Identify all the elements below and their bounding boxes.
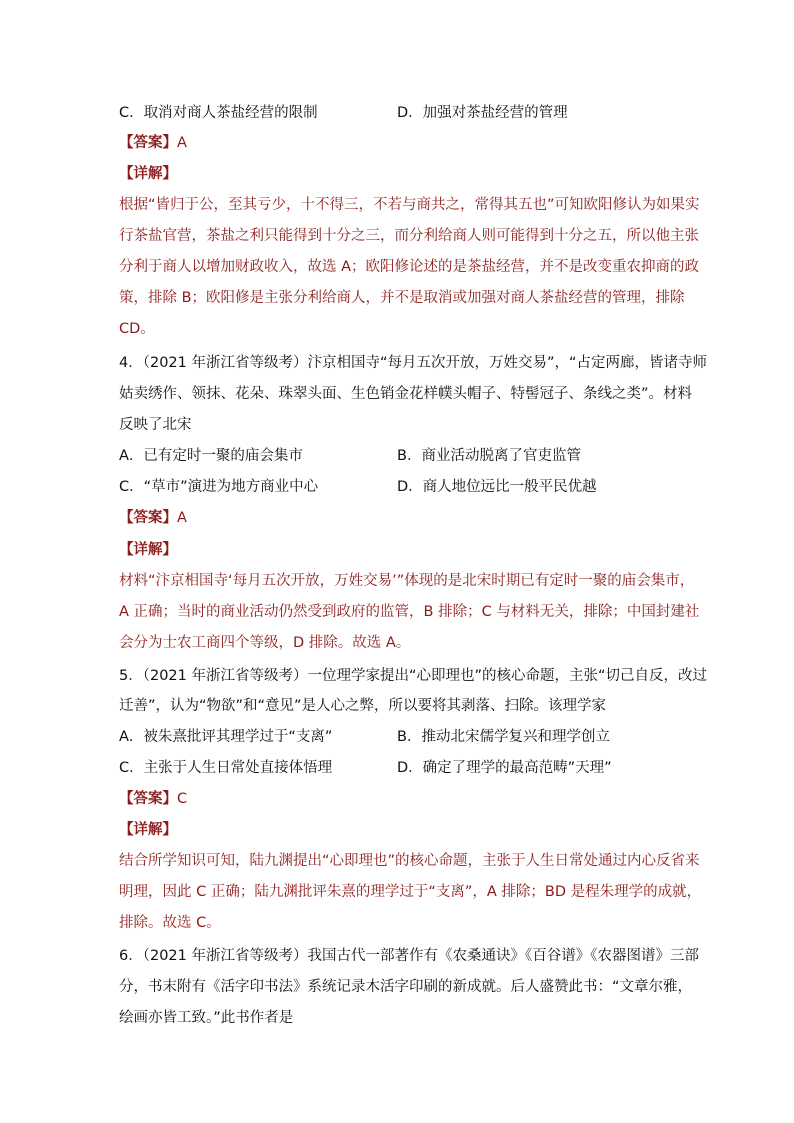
q5-stem-line: 5．（2021 年浙江省等级考）一位理学家提出“心即理也”的核心命题，主张“切己自反，改过 (119, 668, 708, 684)
q4-stem-line: 4．（2021 年浙江省等级考）汴京相国寺“每月五次开放，万姓交易”，“占定两廊，皆诸寺师 (119, 355, 708, 371)
answer-value: A (177, 135, 187, 151)
q5-option-c: C．主张于人生日常处直接体悟理 (119, 760, 333, 776)
answer-tag: 【答案】 (119, 135, 177, 151)
q3-answer (119, 133, 679, 153)
q6-stem-line: 分，书末附有《活字印书法》系统记录木活字印刷的新成就。后人盛赞此书：“文章尔雅， (119, 979, 693, 995)
q5-detail-line: 排除。故选 C。 (119, 915, 221, 931)
q4-detail-line: 材料“汴京相国寺‘每月五次开放，万姓交易’”体现的是北宋时期已有定时一聚的庙会集市， (119, 573, 695, 589)
q3-detail-line: 分利于商人以增加财政收入，故选 A；欧阳修论述的是茶盐经营，并不是改变重农抑商的政 (119, 259, 700, 275)
q5-option-d: D．确定了理学的最高范畴”天理” (397, 760, 612, 776)
q5-option-b: B．推动北宋儒学复兴和理学创立 (397, 729, 610, 745)
q4-stem-line: 姑卖绣作、领抹、花朵、珠翠头面、生色销金花样幞头帽子、特髻冠子、条线之类”。材料 (119, 386, 693, 402)
q3-option-d: D．加强对茶盐经营的管理 (397, 105, 568, 121)
q3-detail-line: 行茶盐官营，茶盐之利只能得到十分之三，而分利给商人则可能得到十分之五，所以他主张 (119, 228, 699, 244)
q6-stem-line: 6．（2021 年浙江省等级考）我国古代一部著作有《农桑通诀》《百谷谱》《农器图谱》三部 (119, 948, 699, 964)
answer-tag: 【答案】 (119, 510, 177, 526)
q5-stem-line: 迁善”，认为“物欲”和“意见”是人心之弊，所以要将其剥落、扫除。该理学家 (119, 698, 607, 714)
q4-stem-line: 反映了北宋 (119, 417, 192, 433)
q6-stem-line: 绘画亦皆工致。”此书作者是 (119, 1010, 294, 1026)
answer-tag: 【答案】 (119, 791, 177, 807)
q4-option-a: A．已有定时一聚的庙会集市 (119, 448, 303, 464)
q4-detail-line: 会分为士农工商四个等级，D 排除。故选 A。 (119, 635, 411, 651)
q5-detail-line: 结合所学知识可知，陆九渊提出“心即理也”的核心命题，主张于人生日常处通过内心反省来 (119, 853, 700, 869)
q5-answer (119, 789, 679, 809)
q3-detail-line: 策，排除 B；欧阳修是主张分利给商人，并不是取消或加强对商人茶盐经营的管理，排除 (119, 290, 685, 306)
q3-detail-line: 根据“皆归于公，至其亏少，十不得三，不若与商共之，常得其五也”可知欧阳修认为如果实 (119, 197, 700, 213)
q4-answer (119, 508, 679, 528)
q5-detail-tag: 【详解】 (119, 822, 177, 838)
q4-option-d: D．商人地位远比一般平民优越 (397, 479, 597, 495)
q3-option-c: C．取消对商人茶盐经营的限制 (119, 105, 318, 121)
q3-detail-line: CD。 (119, 321, 155, 337)
q4-option-b: B．商业活动脱离了官吏监管 (397, 448, 581, 464)
q4-detail-line: A 正确；当时的商业活动仍然受到政府的监管，B 排除；C 与材料无关，排除；中国封建社 (119, 604, 700, 620)
answer-value: C (177, 791, 188, 807)
answer-value: A (177, 510, 187, 526)
q3-detail-tag: 【详解】 (119, 166, 177, 182)
q5-detail-line: 明理，因此 C 正确；陆九渊批评朱熹的理学过于“支离”，A 排除；BD 是程朱理学的成就， (119, 884, 702, 900)
q4-option-c: C．“草市”演进为地方商业中心 (119, 479, 319, 495)
q5-option-a: A．被朱熹批评其理学过于“支离” (119, 729, 333, 745)
q4-detail-tag: 【详解】 (119, 542, 177, 558)
